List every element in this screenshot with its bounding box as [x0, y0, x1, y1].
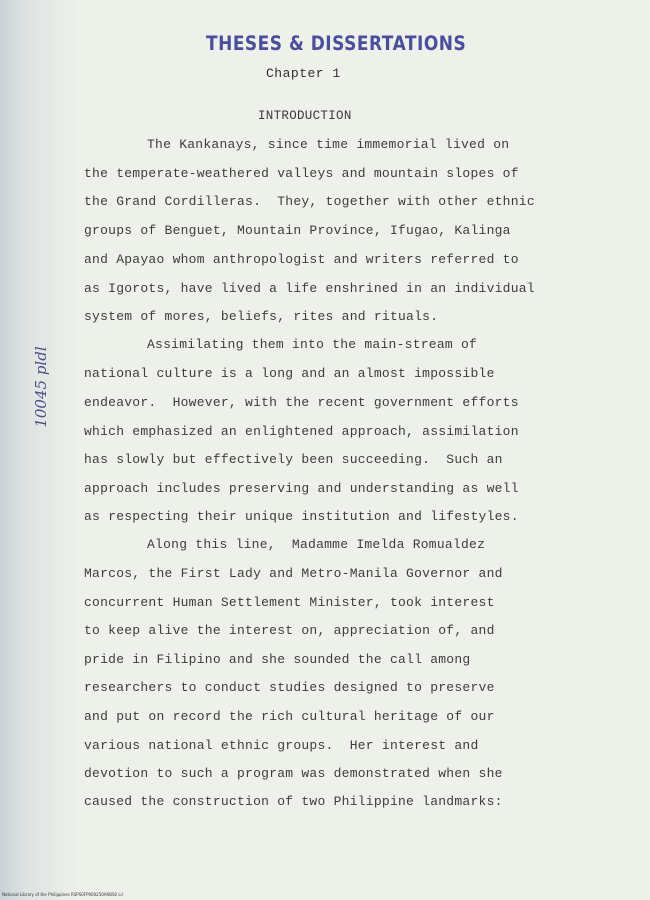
body-line: concurrent Human Settlement Minister, took interest: [84, 595, 495, 610]
body-line: which emphasized an enlightened approach, assimilation: [84, 424, 519, 439]
body-line: The Kankanays, since time immemorial lived on: [147, 137, 510, 152]
body-line: endeavor. However, with the recent government efforts: [84, 395, 519, 410]
body-line: and put on record the rich cultural heritage of our: [84, 709, 495, 724]
theses-dissertations-stamp: THESES & DISSERTATIONS: [206, 32, 467, 56]
body-line: Assimilating them into the main-stream of: [147, 337, 478, 352]
body-line: as Igorots, have lived a life enshrined in an individual: [84, 281, 535, 296]
body-line: to keep alive the interest on, appreciation of, and: [84, 623, 495, 638]
body-line: system of mores, beliefs, rites and rituals.: [84, 309, 439, 324]
body-line: caused the construction of two Philippine landmarks:: [84, 794, 503, 809]
chapter-title: Chapter 1: [266, 66, 341, 81]
body-line: has slowly but effectively been succeeding. Such an: [84, 452, 503, 467]
section-heading: INTRODUCTION: [258, 109, 352, 123]
handwritten-margin-note: 10045 pldl: [32, 346, 50, 428]
body-line: and Apayao whom anthropologist and writers referred to: [84, 252, 519, 267]
body-line: Marcos, the First Lady and Metro-Manila Governor and: [84, 566, 503, 581]
body-line: approach includes preserving and understanding as well: [84, 481, 519, 496]
body-line: pride in Filipino and she sounded the call among: [84, 652, 471, 667]
body-line: various national ethnic groups. Her interest and: [84, 738, 479, 753]
body-line: Along this line, Madamme Imelda Romualdez: [147, 537, 486, 552]
body-line: researchers to conduct studies designed to preserve: [84, 680, 495, 695]
body-line: as respecting their unique institution and lifestyles.: [84, 509, 519, 524]
body-line: national culture is a long and an almost impossible: [84, 366, 495, 381]
body-line: the Grand Cordilleras. They, together with other ethnic: [84, 194, 535, 209]
library-footer: National Library of the Philippines RSPS0FP000250ARBS0 Lil: [2, 892, 123, 897]
body-line: the temperate-weathered valleys and mountain slopes of: [84, 166, 519, 181]
body-line: groups of Benguet, Mountain Province, Ifugao, Kalinga: [84, 223, 511, 238]
body-line: devotion to such a program was demonstrated when she: [84, 766, 503, 781]
